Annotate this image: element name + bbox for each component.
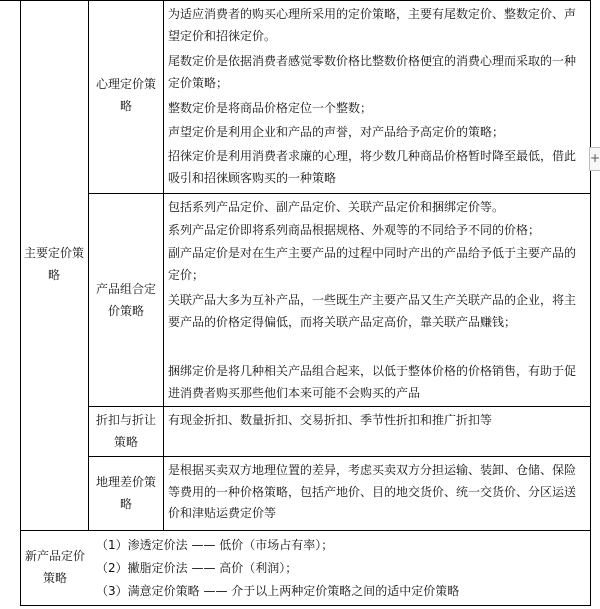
psych-pricing-label: 心理定价策略 bbox=[95, 77, 156, 113]
main-strategy-label: 主要定价策略 bbox=[24, 246, 85, 282]
psych-para-5: 招徕定价是利用消费者求廉的心理，将少数几种商品价格暂时降至最低，借此吸引和招徕顾客购买的一种策略 bbox=[168, 149, 577, 185]
discount-label: 折扣与折让策略 bbox=[95, 413, 156, 449]
new-product-label: 新产品定价策略 bbox=[24, 549, 85, 585]
combo-para-2: 系列产品定价即将系列商品根据规格、外观等的不同给予不同的价格； bbox=[168, 223, 541, 237]
rule-after-main bbox=[20, 530, 590, 531]
psych-para-4: 声望定价是利用企业和产品的声誉，对产品给予高定价的策略； bbox=[168, 125, 505, 139]
psych-para-2: 尾数定价是依据消费者感觉零数价格比整数价格便宜的消费心理而采取的一种定价策略； bbox=[168, 54, 577, 90]
combo-para-4: 关联产品大多为互补产品，一些既生产主要产品又生产关联产品的企业，将主要产品的价格定得偏低，而将关联产品定高价，靠关联产品赚钱； bbox=[168, 293, 577, 329]
combo-pricing-label: 产品组合定价策略 bbox=[95, 282, 156, 318]
rule-left bbox=[20, 0, 21, 606]
psych-para-1: 为适应消费者的购买心理所采用的定价策略，主要有尾数定价、整数定价、声望定价和招徕定价。 bbox=[168, 7, 577, 43]
geo-pricing-label: 地理差价策略 bbox=[95, 475, 156, 511]
new-product-line-3: （3）满意定价策略 —— 介于以上两种定价策略之间的适中定价策略 bbox=[96, 584, 460, 598]
combo-para-5: 捆绑定价是将几种相关产品组合起来，以低于整体价格的价格销售，有助于促进消费者购买那些他们本来可能不会购买的产品 bbox=[168, 364, 577, 400]
rule-bottom bbox=[20, 605, 590, 606]
geo-para-1: 是根据买卖双方地理位置的差异，考虑买卖双方分担运输、装卸、仓储、保险等费用的一种价格策略，包括产地价、目的地交货价、统一交货价、分区运送价和津贴运费定价等 bbox=[168, 463, 577, 520]
new-product-line-2: （2）撇脂定价法 —— 高价（利润）； bbox=[96, 561, 298, 575]
combo-para-1: 包括系列产品定价、副产品定价、关联产品定价和捆绑定价等。 bbox=[168, 200, 505, 214]
rule-right bbox=[590, 0, 591, 606]
discount-para-1: 有现金折扣、数量折扣、交易折扣、季节性折扣和推广折扣等 bbox=[168, 413, 493, 427]
side-expand-tab[interactable]: + bbox=[589, 147, 600, 171]
new-product-line-1: （1）渗透定价法 —— 低价（市场占有率）； bbox=[96, 538, 334, 552]
rule-col2 bbox=[163, 0, 164, 531]
combo-para-3: 副产品定价是对在生产主要产品的过程中同时产出的产品给予低于主要产品的定价； bbox=[168, 246, 577, 282]
psych-para-3: 整数定价是将商品价格定位一个整数； bbox=[168, 101, 373, 115]
rule-col1 bbox=[88, 0, 89, 531]
